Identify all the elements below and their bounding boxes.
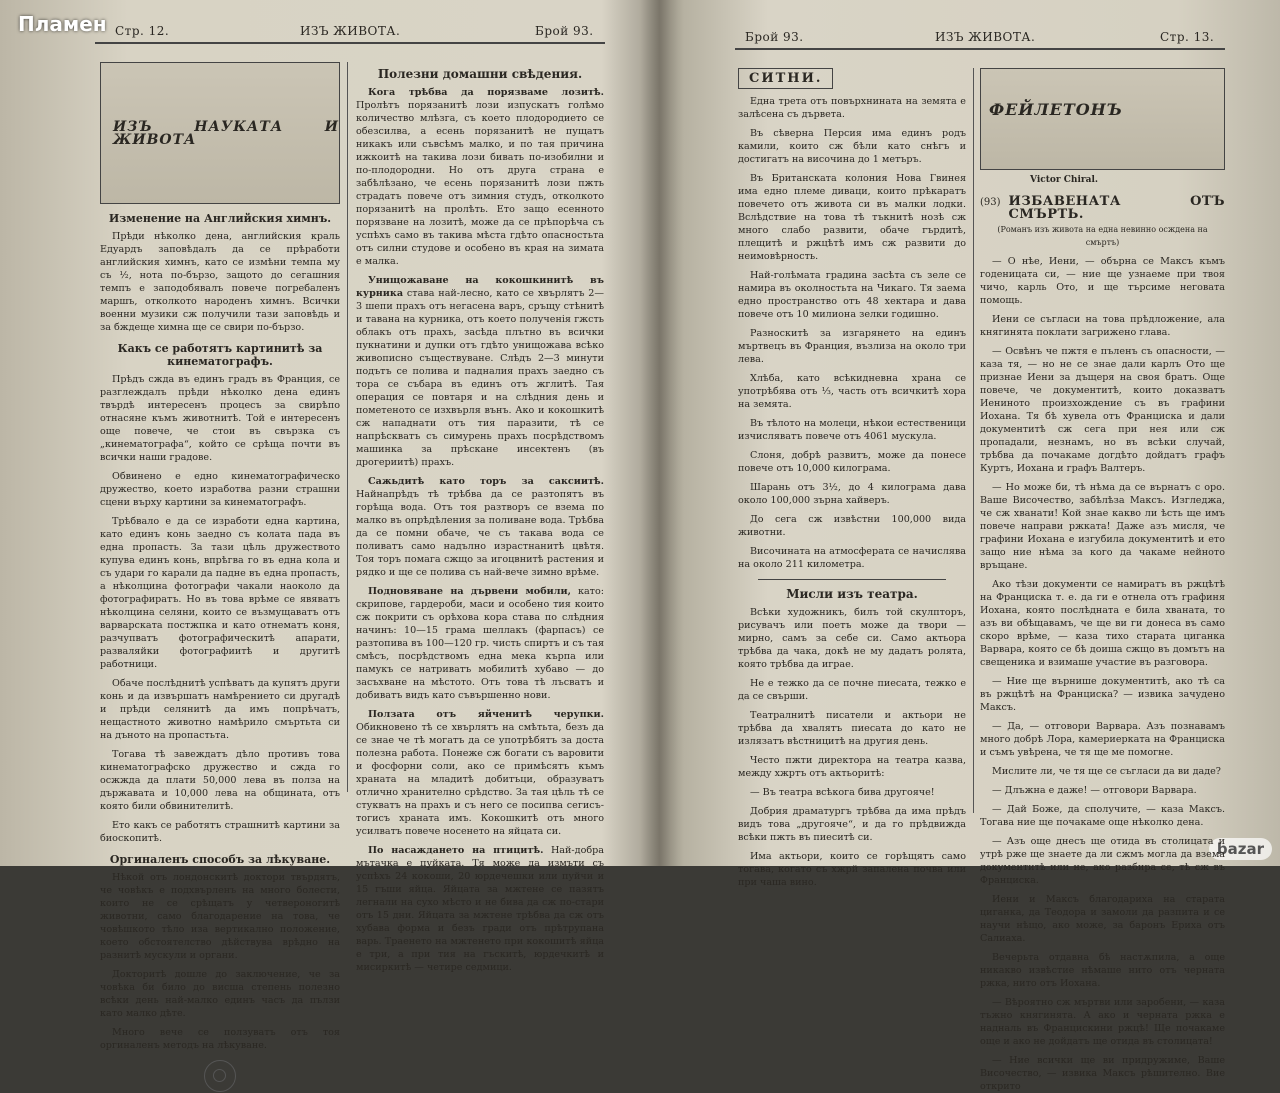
left-running-head [95, 22, 605, 44]
floral-ornament-icon [204, 1060, 236, 1092]
novel-paragraph: — Освѣнъ че пжтя е пъленъ съ опасности, — каза тя, — но не се знае дали карлъ Ото ще признае Иени за дъщеря на своя братъ. Още повече, че документитѣ, които доказватъ Иениното произхождение съ въ графини Иохана. Тя бѣ хувела отъ Франциска и дали документитѣ сж сега при нея или сж пропадали, незнамъ, но въ всѣки случай, трѣбва да почакаме догдѣто дойдатъ графъ Куртъ, Иохана и графъ Валтеръ. [980, 346, 1225, 474]
fact-item: Слоня, добрѣ развитъ, може да понесе повече отъ 10,000 килограма. [738, 450, 966, 474]
left-column-1 [100, 62, 340, 1051]
theatre-paragraph: — Въ театра всѣкога бива другояче! [750, 787, 935, 798]
science-life-banner [100, 62, 340, 204]
novel-paragraph: — Ние ще върнише документитѣ, ако тѣ са въ ржцѣтѣ на Франциска? — извика зачудено Максъ. [980, 676, 1225, 713]
left-column-2 [356, 62, 604, 973]
novel-paragraph: — Ние всички ще ви придружиме, Ваше Височество, — извика Максъ рѣшително. Вие открито [980, 1055, 1225, 1092]
article-paragraph: Много вече се ползуватъ отъ тоя оргиналенъ методъ на лѣкуване. [100, 1027, 340, 1051]
theatre-paragraph: Всѣки художникъ, билъ той скулпторъ, рисувачъ или поетъ може да твори — мирно, самъ за себе си. Само актьора трѣбва да чака, докѣ не му дадатъ ролята, която трѣбва да игрaе. [738, 607, 966, 670]
article-paragraph: Обаче послѣднитѣ успѣватъ да купятъ други конь и да извършатъ намѣрението си другадѣ и прѣди селянитѣ да имъ попрѣчатъ, нещастното животно намѣрило смъртьта си на дъното на пропастьта. [100, 678, 340, 741]
article-title: Изменение на Английския химнъ. [108, 212, 332, 225]
theatre-paragraph: Има актьори, които се горѣщятъ само тогава, когато съ хжрй запалена почва или при чаша вино. [738, 851, 966, 888]
fact-item: Хлѣба, като всѣкидневна храна се употрѣбява отъ ⅓, часть отъ всичкитѣ хора на земята. [738, 373, 966, 410]
tip-item: Ползата отъ яйченитѣ черупки. Обикновено тѣ се хвърлятъ на смѣтьта, безъ да се знае че тѣ могатъ да се употрѣбятъ за доста полезна работа. Понеже сж богати съ варовити и фосфорни соли, ако се примѣсятъ къмъ храната на младитѣ добитъци, образуватъ отлично хранително срѣдство. За тая цѣль тѣ се стукватъ на прахъ и съ него се посипва сегисъ-тогисъ храната имъ. Кокошкитѣ отъ много усилватъ повече носенето на яйцата си. [356, 709, 604, 837]
feuilleton-banner [980, 68, 1225, 170]
sitni-section-title: СИТНИ. [738, 68, 833, 89]
fact-item: Въ сѣверна Персия има единъ родъ камили, които сж бѣли като снѣгъ и достигатъ на височина до 1 метъръ. [738, 128, 966, 165]
theatre-paragraph: Често пжти директора на театра казва, между хжртъ отъ актьоритѣ: [738, 755, 966, 779]
left-issue-number: Брой 93. [535, 24, 594, 38]
article-paragraph: Тогава тѣ завеждатъ дѣло противъ това кинематографско дружество и сжда го осжжда да плати 50,000 лева въ полза на държавата и 10,000 лева на общината, отъ която били обвинителитѣ. [100, 749, 340, 812]
fact-item: Височината на атмосферата се начислява на около 211 километра. [738, 546, 966, 570]
novel-paragraph: — Но може би, тѣ нѣма да се върнатъ с оро. Ваше Височество, забѣлѣза Максъ. Изгледжа, че сж хванати! Кой знае какво ли ѣсть ще имъ повече направи ржката! Даже азъ мисля, че графини Иохана е изгубила документитѣ и ето защо ние нѣма за кого да чакаме нейното връщане. [980, 482, 1225, 571]
article-treatment [100, 853, 340, 1052]
tip-item: Сажьдитѣ като торъ за саксиитѣ. Найнапрѣдъ тѣ трѣбва да се разтопятъ въ горѣща вода. Отъ тоя разтворъ се взема по малко въ опрѣдѣления за поливане вода. Трѣбва да се помни обаче, че съ такава вода се поливатъ само надълно израстнанитѣ цвѣтя. Тоя торъ помага сжщо за игоцвнитѣ растения и рядко и ще се полива съ най-вече зимно врѣме. [356, 476, 604, 578]
fact-item: Най-голѣмата градина засѣта съ зеле се намира въ околностьта на Чикаго. Тя заема едно пространство отъ 48 хектара и дава повече отъ 10 милиона зелки годишно. [738, 270, 966, 320]
fact-item: Въ тѣлото на молеци, нѣкои естественици изчисляватъ повече отъ 4061 мускула. [738, 418, 966, 442]
novel-paragraph: — Дай Боже, да сполучите, — каза Максъ. Тогава ние ще почакаме още нѣколко дена. [980, 804, 1225, 828]
novel-paragraph: Ако тѣзи документи се намиратъ въ ржцѣтѣ на Франциска т. е. да ги е отнела отъ графиня Иохана, която послѣдната е била хваната, то азъ ви обѣщавамъ, че ще ви ги донеса въ само скоро врѣме, — каза тихо старата циганка Варвара, която се бѣ доиша сжщо въ домътъ на свещеника и взимаше участие въ разговора. [980, 579, 1225, 668]
tip-item: Унищожаване на кокошкинитѣ въ курника става най-лесно, като се хвърлятъ 2—3 шепи прахъ отъ негасена варъ, сръщу стѣнитѣ и тавана на курника, отъ което полученія гжсть облакъ отъ прахъ, засѣда плътно въ всички пукнатини и дупки отъ гдѣто унищожава всѣко живописно съществуване. Слѣдъ 2—3 минути подътъ се полива и падналия прахъ заедно съ тора се събара въ единъ отъ жглитѣ. Тая операция се повтаря и на слѣдния день и пометеното се изхвърля вънъ. Ако и кокошкитѣ сж нападнати отъ тия паразити, тѣ се напрѣскватъ съ симурень прахъ посрѣдствомъ машинка за прѣскане инсектенъ (въ дрогериитѣ) прахъ. [356, 275, 604, 468]
right-page-number: Стр. 13. [1160, 30, 1215, 44]
article-cinema [100, 342, 340, 845]
tip-item: По насаждането на птицитѣ. Най-добра мътачка е пуйката. Тя може да измъти съ успѣхъ 24 кокоши, 20 юрдечешки или пуйчи и 15 гъши яйца. Яйцата за мжтене се пазятъ легнали на сухо мѣсто и не бива да сж по-стари отъ 15 дни. Яйцата за мжтене трѣбва да сж отъ хубава форма и безъ гради отъ прѣтрупана варь. Траенето на мжтенето при кокошитѣ яйца е три, а при тия на гъскитѣ, юрдечкитѣ и мисиркитѣ — четире седмици. [356, 845, 604, 973]
novel-paragraph: Иени се съгласи на това прѣдложение, ала княгинята поклати загрижено глава. [980, 314, 1225, 338]
article-paragraph: Докторитѣ дошле до заключение, че за човѣка би било до висша степень полезно всѣки день най-малко единъ часъ да пълзи като малко дѣте. [100, 969, 340, 1019]
novel-paragraph: Вечерьта отдавна бѣ настѫпила, а още никакво извѣстие нѣмаше нито отъ черната ржка, нито отъ Иохана. [980, 952, 1225, 989]
article-paragraph: Ето какъ се работятъ страшнитѣ картини за биоскопитѣ. [100, 820, 340, 844]
article-paragraph: Прѣдъ сжда въ единъ градъ въ Франция, се разглеждалъ прѣди нѣколко дена единъ твърдѣ интересенъ процесъ за свирѣпо отнасяне къмъ животнитѣ. Той е интересенъ още повече, че стои въ свързка съ „кинематографа“, който се срѣща почти въ всички наши градове. [100, 374, 340, 463]
article-paragraph: Трѣбвало е да се изработи една картина, като единъ конь заедно съ колата пада въ една пропасть. За тази цѣль дружеството купува единъ конь, впрѣгва го въ една кола и съ удари го карали да падне въ една пропасть, а нѣколцина фотографи чакали наоколо да фотографиратъ. Но въ това врѣме се явяватъ нѣколцина селяни, които се възмущаватъ отъ варварската постжпка и като отнематъ коня, разчупватъ фотографическитѣ апарати, разваляйки фотографиитѣ и другитѣ работници. [100, 516, 340, 670]
section-divider [758, 579, 946, 580]
article-paragraph: Обвинено е едно кинематографическо дружество, което изработва разни страшни сцени върху картини за кинематографъ. [100, 471, 340, 508]
novel-author: Victor Chiral. [1030, 175, 1099, 185]
fact-item: Шарань отъ 3½, до 4 килограма дава около 100,000 зърна хайверъ. [738, 482, 966, 506]
feuilleton-title: ФЕЙЛЕТОНЪ [989, 100, 1124, 119]
page-gutter [640, 0, 684, 866]
article-paragraph: Нѣкой отъ лондонскитѣ доктори твърдятъ, че човѣкъ е подхвърленъ на много болести, които не се срѣщатъ у четвероногитѣ животни, само благодарение на това, че човѣшкото тѣло иза вертикално положение, което обстоятелство дѣйствува врѣдно на разнитѣ мускули и органи. [100, 872, 340, 961]
seller-watermark: Пламен [18, 12, 107, 36]
marketplace-badge: bazar [1209, 838, 1272, 860]
novel-number: (93) [980, 197, 1001, 208]
theatre-paragraph: Театралнитѣ писатели и актьори не трѣбва да хвалятъ пиесата до като не излязатъ вѣстницитѣ на другия день. [738, 710, 966, 747]
left-column-divider [347, 62, 348, 792]
right-issue-number: Брой 93. [745, 30, 804, 44]
novel-paragraph: — Да, — отговори Варвара. Азъ познавамъ много добрѣ Лора, камериерката на Франциска и съмъ увѣрена, че тя ще ме помогне. [980, 721, 1225, 758]
novel-subtitle: (Романъ изъ живота на една невинно осждена на смъртъ) [997, 225, 1208, 247]
theatre-paragraph: Не е тежко да се почне пиесата, тежко е да се свърши. [738, 678, 966, 702]
novel-paragraph: — Длъжна е даже! — отговори Варвара. [992, 785, 1197, 796]
novel-title: ИЗБАВЕНАТА ОТЪ СМЪРТЬ. [1008, 194, 1225, 222]
novel-paragraph: — Азъ още днесъ ще отида въ столицата и утрѣ рже ще знаете да ли сжмъ могла да взема документитѣ или не, ако разбира се, тѣ сж въ Франциска. [980, 836, 1225, 886]
fact-item: Разноскитѣ за изгарянето на единъ мъртвецъ въ Франция, възлиза на около три лева. [738, 328, 966, 365]
novel-paragraph: — О нѣе, Иени, — обърна се Максъ къмъ годеницата си, — ние ще узнаеме при твоя чичо, карль Ото, и ще търсиме неговата помощь. [980, 256, 1225, 306]
novel-paragraph: — Вѣроятно сж мъртви или заробени, — каза тъжно княгинята. А ако и черната ржка е надналь въ Францискини ржцѣ! Ще почакаме още и ако не дойдатъ ще отида въ столицата! [980, 997, 1225, 1047]
left-page-number: Стр. 12. [115, 24, 170, 38]
fact-item: Въ Британската колония Нова Гвинея има едно племе диваци, които прѣкаратъ повечето отъ живота си въ малки лодки. Вслѣдствие на това тѣ тъкнитѣ нозѣ сж много слабо развити, обаче гърдитѣ, плещитѣ и ржцѣтѣ имъ сж развити до неимовѣрность. [738, 173, 966, 262]
fact-item: Една трета отъ повърхнината на земята е залѣсена съ дървета. [738, 96, 966, 120]
right-column-2 [980, 68, 1225, 1092]
novel-paragraph: Иени и Максъ благодариха на старата циганка, да Теодора и замоли да разпита и се научи нѣщо, ако може, за баронъ Ериха отъ Салиаха. [980, 894, 1225, 944]
right-running-head [735, 28, 1225, 50]
article-anthem [100, 212, 340, 334]
tips-section-title: Полезни домашни свѣдения. [377, 67, 583, 81]
right-column-divider [973, 68, 974, 813]
article-paragraph: Прѣди нѣколко дена, английския краль Едуардъ заповѣдалъ да се прѣработи английския химнъ, като се измѣни темпа му съ ½, нота по-бързо, защото до сегашния темпъ е заподобявалъ повече погребаленъ маршъ, отколкото народенъ химнъ. Всички военни музики сж получили тази заповѣдь и за бждеще химна ще се свири по-бързо. [100, 231, 340, 333]
right-column-1 [738, 68, 966, 888]
tip-item: Кога трѣбва да порязваме лозитѣ. Пролѣтъ порязанитѣ лози изпускатъ голѣмо количество млѣзга, съ което плодородието се обезсилва, а есень порязанитѣ не пущатъ никакъ или съвсѣмъ малко, и по тая причина ижкоитѣ на такива лози бивать по-изобилни и по-плодородни. Но отъ друга страна е забѣлѣзано, че есень порязанитѣ лози пжть страдатъ повече отъ зимния студъ, отколкото порязанитѣ на пролѣть. Ето защо есенното порязване на лозитѣ, може да се прѣпорѣча съ успѣхъ само въ такива мѣста гдѣто опасностьта отъ силни студове и особено въ края на зимата е малка. [356, 87, 604, 267]
tip-item: Подновяване на дървени мобили, като: скрипове, гардероби, маси и особено тия които сж покрити съ орѣхова кора става по слѣдния начинъ: 10—15 грама шеллакъ (фарпасъ) се разтопива въ 100—120 гр. чисть спиртъ и съ тая смѣсъ, посрѣдствомъ една мека кърпа или памукъ се натриватъ мобилитѣ хубаво — до засъхване на мѣстото. Отъ това тѣ лъсватъ и добиватъ видъ като съвършенно нови. [356, 586, 604, 701]
theatre-paragraph: Добрия драматургъ трѣбва да има прѣдъ видъ това „другояче“, и да го прѣдвижда всѣки пжть въ пиеситѣ си. [738, 806, 966, 843]
article-title: Какъ се работятъ картинитѣ за кинематографъ. [117, 342, 323, 368]
novel-paragraph: Мислите ли, че тя ще се съгласи да ви даде? [992, 766, 1221, 777]
theatre-section-title: Мисли изъ театра. [786, 587, 918, 601]
left-journal-title: ИЗЪ ЖИВОТА. [300, 24, 401, 38]
right-journal-title: ИЗЪ ЖИВОТА. [935, 30, 1036, 44]
banner-title: ИЗЪ НАУКАТА И ЖИВОТА [113, 119, 339, 148]
fact-item: До сега сж извѣстни 100,000 вида животни. [738, 514, 966, 538]
article-title: Оргиналенъ способъ за лѣкуване. [109, 853, 331, 866]
